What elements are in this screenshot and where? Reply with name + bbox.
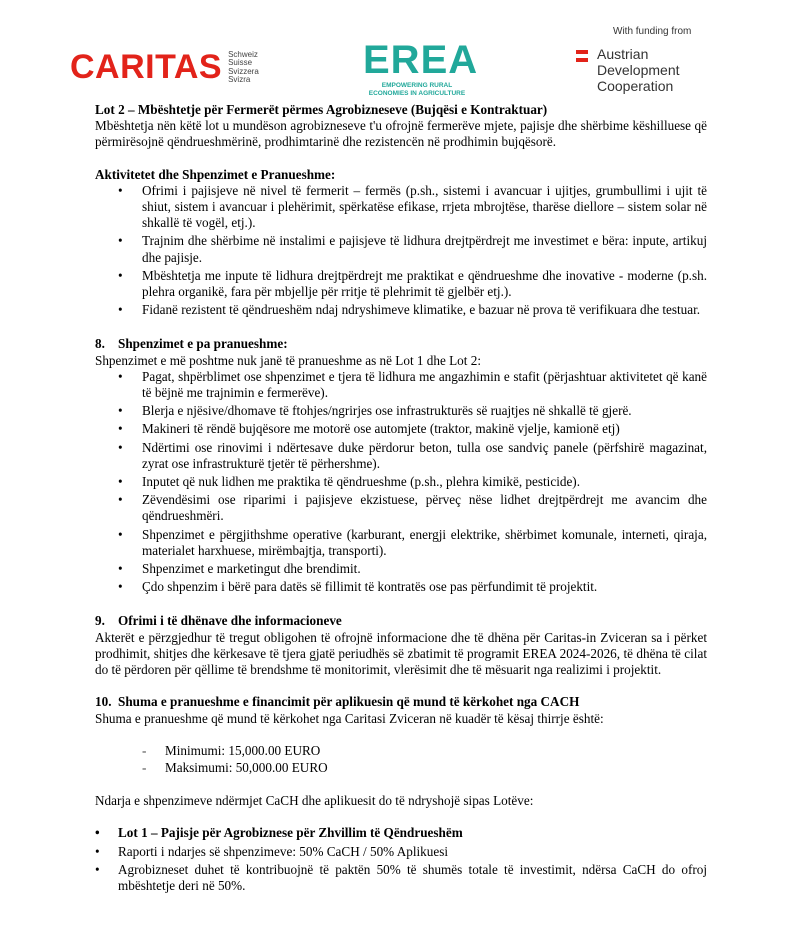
list-item: • Shpenzimet e përgjithshme operative (karburant, energji elektrike, shërbimet komunale, interneti, qiraja, materialet harxhuese, mirëmbajtja, transporti). [95,527,707,559]
list-item: • Inputet që nuk lidhen me praktika të qëndrueshme (p.sh., plehra kimikë, pesticide). [95,474,707,490]
ada-logo [576,26,726,94]
erea-subtitle: EMPOWERING RURAL ECONOMIES IN AGRICULTURE [368,82,466,97]
activities-list [95,183,707,319]
document-body [95,102,707,896]
list-item: • Çdo shpenzim i bërë para datës së fillimit të kontratës ose pas përfundimit të projektit. [95,579,707,595]
list-item: • Lot 1 – Pajisje për Agrobiznese për Zhvillim të Qëndrueshëm [95,825,707,841]
erea-wordmark: EREA [363,38,479,82]
list-item: • Makineri të rëndë bujqësore me motorë ose automjete (traktor, makinë vjelje, kamionë etj) [95,421,707,437]
section-9-heading: 9. Ofrimi i të dhënave dhe informacioneve [95,613,342,629]
list-item: • Ndërtimi ose rinovimi i ndërtesave duke përdorur beton, tulla ose sandviç panele (përfshirë magazinat, zyrat ose infrastrukturë tjetër të përhershme). [95,440,707,472]
list-item: • Blerja e njësive/dhomave të ftohjes/ngrirjes ose infrastrukturës së ruajtjes në shkallë të gjerë. [95,403,707,419]
list-item: • Raporti i ndarjes së shpenzimeve: 50% CaCH / 50% Aplikuesi [95,844,707,860]
list-item: • Fidanë rezistent të qëndrueshëm ndaj ndryshimeve klimatike, e bazuar në prova të verifikuara dhe testuar. [95,302,707,318]
activities-title: Aktivitetet dhe Shpenzimet e Pranueshme: [95,166,336,182]
section-10-heading: 10. Shuma e pranueshme e financimit për aplikuesin që mund të kërkohet nga CACH [95,694,580,710]
lot2-intro: Mbështetja nën këtë lot u mundëson agrobizneseve t'u ofrojnë fermerëve mjete, pajisje dhe shërbime këshilluese që përmirësojnë qëndrueshmërinë, prodhimtarinë dhe rezistencën në prodhimin bujqësorë. [95,118,707,150]
list-item: • Zëvendësimi ose riparimi i pajisjeve ekzistuese, përveç nëse lidhet drejtpërdrejt me avancim dhe qëndrueshmëri. [95,492,707,524]
erea-logo [363,38,479,98]
austria-flag-icon [576,50,588,94]
caritas-logo [70,50,259,85]
list-item: • Mbështetja me inpute të lidhura drejtpërdrejt me praktikat e qëndrueshme dhe inovative - moderne (p.sh. plehra organikë, fara për mbjellje për rritje të plehrimit të gjelbër etj.). [95,268,707,300]
section-10-intro: Shuma e pranueshme që mund të kërkohet nga Caritasi Zviceran në kuadër të kësaj thirrje është: [95,710,604,726]
page-header [0,0,800,100]
split-text: Ndarja e shpenzimeve ndërmjet CaCH dhe aplikuesit do të ndryshojë sipas Lotëve: [95,793,534,809]
list-item: • Ofrimi i pajisjeve në nivel të fermerit – fermës (p.sh., sistemi i avancuar i ujitjes, grumbullimi i ujit të shiut, sistem i avancuar i plehërimit, spërkatëse efikase, rrjeta mbrojtëse, tharëse diellore – sistem solar në shkallë të vogël, etj.). [95,183,707,232]
lot-split-list [95,825,707,894]
list-item: - Maksimumi: 50,000.00 EURO [95,760,707,776]
caritas-wordmark: CARITAS [70,48,223,86]
list-item: • Pagat, shpërblimet ose shpenzimet e tjera të lidhura me angazhimin e stafit (përjashtuar aktivitetet që kanë të bëjnë me trajnimin e fermerëve). [95,369,707,401]
funding-caption: With funding from [613,26,692,37]
caritas-languages: Schweiz Suisse Svizzera Svizra [228,50,259,85]
section-8-intro: Shpenzimet e më poshtme nuk janë të pranueshme as në Lot 1 dhe Lot 2: [95,352,481,368]
ineligible-list [95,369,707,596]
list-item: • Shpenzimet e marketingut dhe brendimit. [95,561,707,577]
list-item: - Minimumi: 15,000.00 EURO [95,743,707,759]
list-item: • Agrobizneset duhet të kontribuojnë të paktën 50% të shumës totale të investimit, ndërsa CaCH do ofroj mbështetje deri në 50%. [95,862,707,894]
ada-name: Austrian Development Cooperation [597,46,680,94]
lot2-title: Lot 2 – Mbështetje për Fermerët përmes Agrobizneseve (Bujqësi e Kontraktuar) [95,102,548,117]
amounts-list [95,743,707,776]
section-8-heading: 8. Shpenzimet e pa pranueshme: [95,336,288,352]
section-9-body: Akterët e përzgjedhur të tregut obligohen të ofrojnë informacione dhe të dhëna për Caritas-in Zviceran sa i përket prodhimit, shitjes dhe kërkesave të tjera gjatë periudhës së zbatimit të programit EREA 2024-2026, të dhëna të cilat do të përdoren për qëllime të brendshme të monitorimit, vlerësimit dhe të mësuarit nga realizimi i projektit. [95,629,707,678]
list-item: • Trajnim dhe shërbime në instalimi e pajisjeve të lidhura drejtpërdrejt me investimet e bëra: inpute, artikuj dhe pajisje. [95,233,707,265]
